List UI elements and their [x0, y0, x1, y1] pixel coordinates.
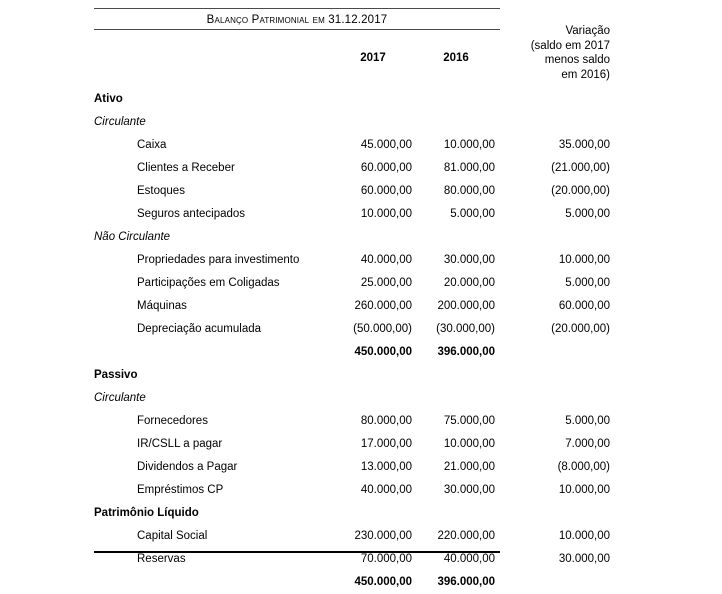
row-label: Depreciação acumulada [137, 323, 262, 335]
row-value-2017: 450.000,00 [354, 576, 412, 588]
row-value-variacao: (8.000,00) [557, 461, 610, 473]
row-value-2016: 80.000,00 [443, 185, 495, 197]
row-value-2017: 25.000,00 [360, 277, 412, 289]
row-value-2016: 21.000,00 [443, 461, 495, 473]
row-value-2016: 10.000,00 [443, 438, 495, 450]
row-value-2016: 30.000,00 [443, 484, 495, 496]
table-row [94, 272, 610, 295]
row-label: Empréstimos CP [137, 484, 224, 496]
row-label: Patrimônio Líquido [94, 507, 199, 519]
row-value-2016: 30.000,00 [443, 254, 495, 266]
row-value-2017: 450.000,00 [354, 346, 412, 358]
row-value-2016: 75.000,00 [443, 415, 495, 427]
row-label: Fornecedores [137, 415, 208, 427]
row-label: Reservas [137, 553, 186, 565]
row-value-variacao: 7.000,00 [565, 438, 610, 450]
row-label: Circulante [94, 392, 146, 404]
row-value-2016: 40.000,00 [443, 553, 495, 565]
row-value-2016: 5.000,00 [450, 208, 495, 220]
row-label: Ativo [94, 93, 123, 105]
table-row [94, 433, 610, 456]
row-label: Máquinas [137, 300, 187, 312]
title-rule-bottom [94, 29, 500, 30]
row-value-2016: 81.000,00 [443, 162, 495, 174]
variacao-line-2: (saldo em 2017 [530, 39, 610, 52]
row-value-2017: 70.000,00 [360, 553, 412, 565]
variacao-line-1: Variação [565, 25, 610, 37]
row-value-2017: 60.000,00 [360, 162, 412, 174]
row-label: Não Circulante [94, 231, 171, 243]
row-value-2017: 13.000,00 [360, 461, 412, 473]
row-value-2017: (50.000,00) [353, 323, 412, 335]
row-label: IR/CSLL a pagar [137, 438, 223, 450]
row-value-variacao: 10.000,00 [558, 530, 610, 542]
table-row [94, 295, 610, 318]
row-value-variacao: (20.000,00) [551, 323, 610, 335]
table-row [94, 479, 610, 502]
table-row [94, 134, 610, 157]
table-rule-bottom [94, 551, 500, 553]
row-value-variacao: 5.000,00 [565, 415, 610, 427]
row-label: Participações em Coligadas [137, 277, 280, 289]
column-header-2017: 2017 [360, 52, 386, 64]
column-header-variacao [490, 24, 610, 82]
table-row [94, 88, 610, 111]
table-row [94, 456, 610, 479]
row-value-variacao: 60.000,00 [558, 300, 610, 312]
row-value-variacao: (20.000,00) [551, 185, 610, 197]
table-subtotal-row [94, 571, 610, 594]
column-header-2016: 2016 [443, 52, 469, 64]
row-label: Propriedades para investimento [137, 254, 300, 266]
row-value-2017: 17.000,00 [360, 438, 412, 450]
row-value-2016: 396.000,00 [437, 346, 495, 358]
row-label: Estoques [137, 185, 185, 197]
row-value-2017: 40.000,00 [360, 254, 412, 266]
row-value-variacao: 10.000,00 [558, 254, 610, 266]
row-value-2017: 260.000,00 [354, 300, 412, 312]
statement-title-text: Balanço Patrimonial em 31.12.2017 [206, 13, 388, 26]
table-row [94, 157, 610, 180]
table-row [94, 318, 610, 341]
row-value-2017: 80.000,00 [360, 415, 412, 427]
table-row [94, 180, 610, 203]
table-row [94, 111, 610, 134]
table-row [94, 387, 610, 410]
row-value-2016: 200.000,00 [437, 300, 495, 312]
row-value-2016: 10.000,00 [443, 139, 495, 151]
row-label: Seguros antecipados [137, 208, 246, 220]
row-value-2017: 40.000,00 [360, 484, 412, 496]
row-label: Capital Social [137, 530, 208, 542]
balance-sheet-table [94, 88, 610, 594]
row-value-2016: 220.000,00 [437, 530, 495, 542]
table-row [94, 410, 610, 433]
row-value-2017: 230.000,00 [354, 530, 412, 542]
row-label: Clientes a Receber [137, 162, 235, 174]
row-value-variacao: 30.000,00 [558, 553, 610, 565]
row-value-2016: 396.000,00 [437, 576, 495, 588]
table-row [94, 203, 610, 226]
row-value-2017: 10.000,00 [360, 208, 412, 220]
title-rule-top [94, 8, 500, 9]
table-row [94, 226, 610, 249]
table-row [94, 502, 610, 525]
table-subtotal-row [94, 341, 610, 364]
variacao-line-4: em 2016) [561, 68, 610, 81]
table-row [94, 364, 610, 387]
row-value-variacao: (21.000,00) [551, 162, 610, 174]
table-row [94, 525, 610, 548]
row-label: Caixa [137, 139, 167, 151]
row-value-2016: (30.000,00) [436, 323, 495, 335]
row-label: Dividendos a Pagar [137, 461, 238, 473]
row-value-2017: 45.000,00 [360, 139, 412, 151]
row-value-variacao: 5.000,00 [565, 277, 610, 289]
statement-title [94, 10, 500, 29]
row-value-variacao: 10.000,00 [558, 484, 610, 496]
table-row [94, 249, 610, 272]
row-label: Circulante [94, 116, 146, 128]
variacao-line-3: menos saldo [544, 54, 610, 67]
row-value-variacao: 5.000,00 [565, 208, 610, 220]
row-value-2016: 20.000,00 [443, 277, 495, 289]
row-value-variacao: 35.000,00 [558, 139, 610, 151]
row-value-2017: 60.000,00 [360, 185, 412, 197]
row-label: Passivo [94, 369, 138, 381]
